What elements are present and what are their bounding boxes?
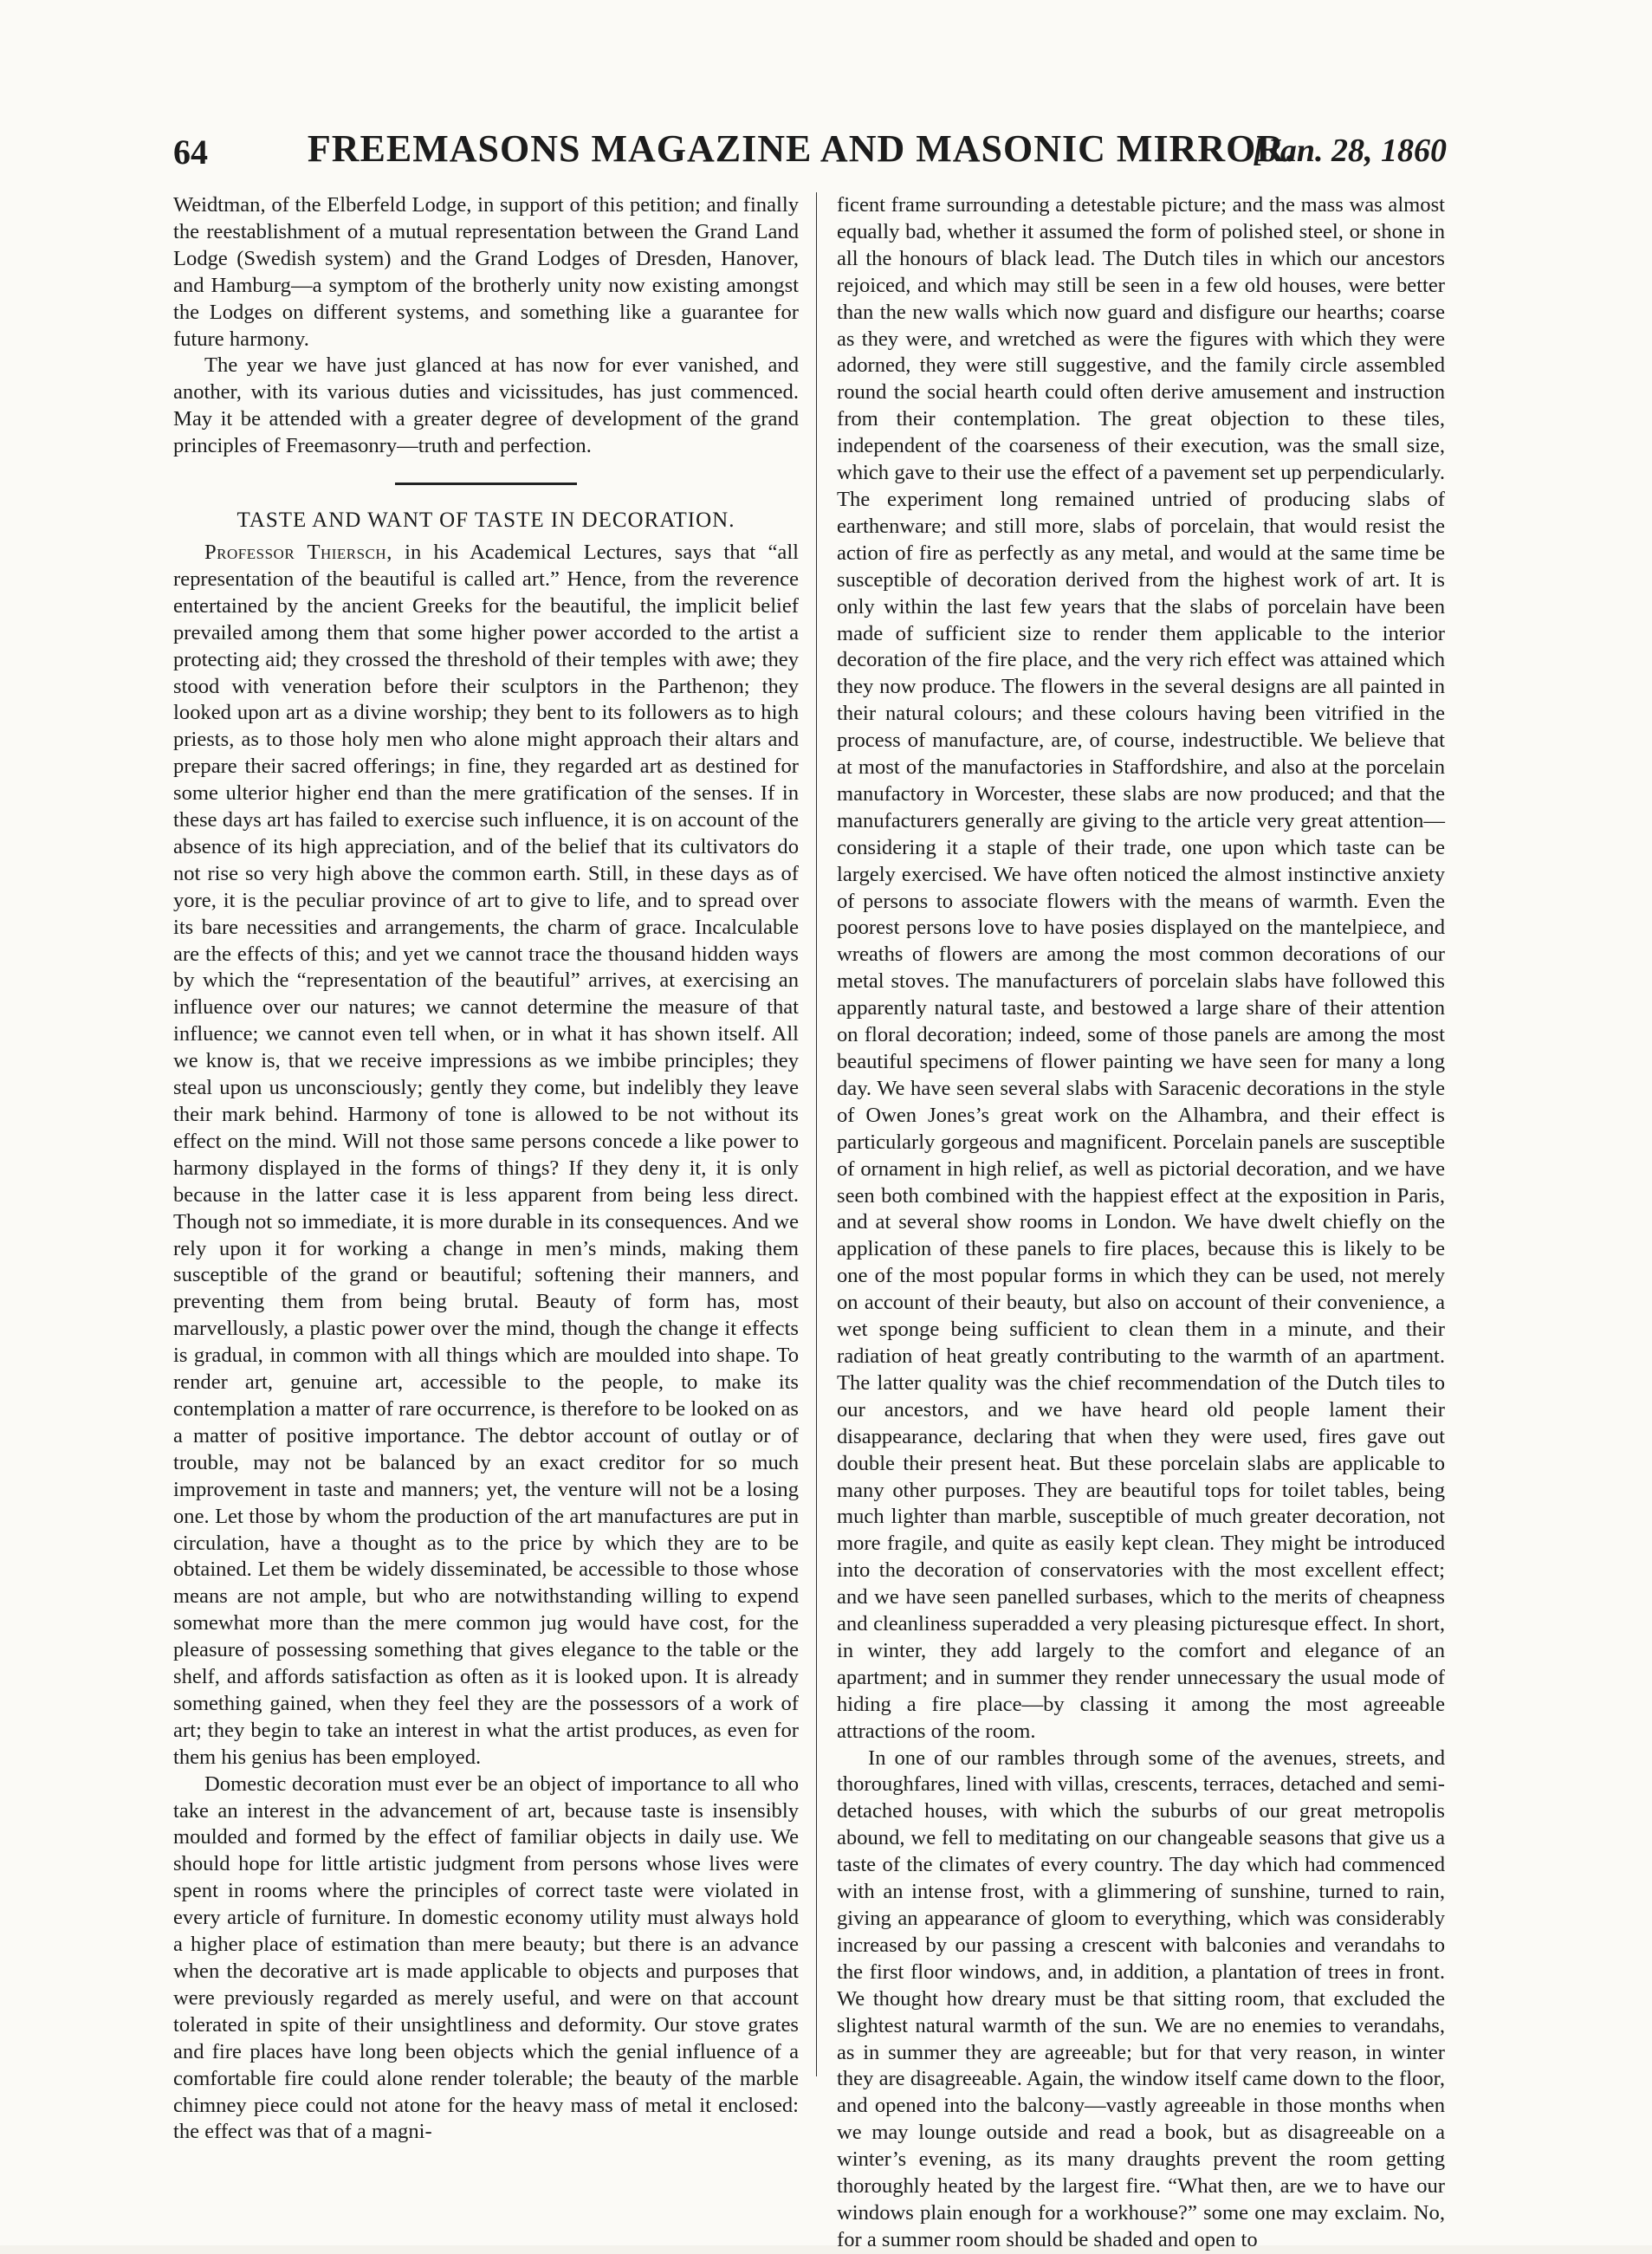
body-paragraph: ficent frame surrounding a detestable picture; and the mass was almost equally bad, whether it assumed the form of polished steel, or shone in all the honours of black lead. The Dutch tiles in which our ancestors rejoiced, and which may still be seen in a few old houses, were better than the new walls which now guard and disfigure our hearths; coarse as they were, and wretched as were the figures with which they were adorned, they were still suggestive, and the family circle assembled round the social hearth could often derive amusement and instruction from their contemplation. The great objection to these tiles, independent of the coarseness of their execution, was the small size, which gave to their use the effect of a pavement set up perpendicularly. The experiment long remained untried of producing slabs of earthenware; and still more, slabs of porcelain, that would resist the action of fire as perfectly as any metal, and would at the same time be susceptible of decoration derived from the highest work of art. It is only within the last few years that the slabs of porcelain have been made of sufficient size to render them applicable to the interior decoration of the fire place, and the very rich effect was attained which they now produce. The flowers in the several designs are all painted in their natural colours; and these colours having been vitrified in the process of manufacture, are, of course, indestructible. We believe that at most of the manufactories in Staffordshire, and also at the porcelain manufactory in Worcester, these slabs are now produced; and that the manufacturers generally are giving to the article very great attention—considering it a staple of their trade, one upon which taste can be largely exercised. We have often noticed the almost instinctive anxiety of persons to associate flowers with the means of warmth. Even the poorest persons love to have posies displayed on the mantelpiece, and wreaths of flowers are among the most common decorations of our metal stoves. The manufacturers of porcelain slabs have followed this apparently natural taste, and bestowed a large share of their attention on floral decoration; indeed, some of those panels are among the most beautiful specimens of flower painting we have seen for many a long day. We have seen several slabs with Saracenic decorations in the style of Owen Jones’s great work on the Alhambra, and their effect is particularly gorgeous and magnificent. Porcelain panels are susceptible of ornament in high relief, as well as pictorial decoration, and we have seen both combined with the happiest effect at the exposition in Paris, and at several show rooms in London. We have dwelt chiefly on the application of these panels to fire places, because this is likely to be one of the most popular forms in which they can be used, not merely on account of their beauty, but also on account of their convenience, a wet sponge being sufficient to clean them in a minute, and their radiation of heat greatly contributing to the warmth of an apartment. The latter quality was the chief recommendation of the Dutch tiles to our ancestors, and we have heard old people lament their disappearance, declaring that when they were used, fires gave out double their present heat. But these porcelain slabs are applicable to many other purposes. They are beautiful tops for toilet tables, being much lighter than marble, susceptible of much greater decoration, not more fragile, and quite as easily kept clean. They might be introduced into the decoration of conservatories with the most excellent effect; and we have seen panelled surbases, which to the merits of cheapness and cleanliness superadded a very pleasing picturesque effect. In short, in winter, they add largely to the comfort and elegance of an apartment; and in summer they render unnecessary the usual mode of hiding a fire place—by classing it among the most agreeable attractions of the room. — [837, 193, 1445, 1743]
column-divider — [816, 192, 817, 2076]
page-header — [173, 127, 1447, 175]
author-name: Professor Thiersch, — [204, 540, 392, 564]
right-column — [837, 192, 1445, 2254]
body-paragraph: Domestic decoration must ever be an object of importance to all who take an interest in the advancement of art, because taste is insensibly moulded and formed by the effect of familiar objects in daily use. We should hope for little artistic judgment from persons whose lives were spent in rooms where the principles of correct taste were violated in every article of furniture. In domestic economy utility must always hold a higher place of estimation than mere beauty; but there is an advance when the decorative art is made applicable to objects and purposes that were previously regarded as merely useful, and were on that account tolerated in spite of their unsightliness and deformity. Our stove grates and fire places have long been objects which the genial influence of a comfortable fire could alone render tolerable; the beauty of the marble chimney piece could not atone for the heavy mass of metal it enclosed: the effect was that of a magni- — [173, 1771, 799, 2144]
left-column — [173, 192, 799, 2146]
body-paragraph: In one of our rambles through some of the avenues, streets, and thoroughfares, lined with villas, crescents, terraces, detached and semi-detached houses, with which the suburbs of our great metropolis abound, we fell to meditating on our changeable seasons that give us a taste of the climates of every country. The day which had commenced with an intense frost, with a glimmering of sunshine, turned to rain, giving an appearance of gloom to everything, which was considerably increased by our passing a crescent with balconies and verandahs to the first floor windows, and, in addition, a plantation of trees in front. We thought how dreary must be that sitting room, that excluded the slightest natural warmth of the sun. We are no enemies to verandahs, as in summer they are agreeable; but for that very reason, in winter they are disagreeable. Again, the window itself came down to the floor, and opened into the balcony—vastly agreeable in those months when we may lounge outside and read a book, but as disagreeable on a winter’s evening, as its many draughts prevent the room getting thoroughly heated by the largest fire. “What then, are we to have our windows plain enough for a workhouse?” some one may exclaim. No, for a summer room should be shaded and open to — [837, 1746, 1445, 2251]
publication-title: FREEMASONS MAGAZINE AND MASONIC MIRROR. — [307, 127, 1296, 170]
section-heading: TASTE AND WANT OF TASTE IN DECORATION. — [236, 508, 735, 533]
closing-paragraph: The year we have just glanced at has now for ever vanished, and another, with its various duties and vicissitudes, has just commenced. May it be attended with a greater degree of development of the grand principles of Freemasonry—truth and perfection. — [173, 353, 799, 458]
body-text: in his Academical Lectures, says that “all representation of the beautiful is called art.” Hence, from the reverence entertained by the ancient Greeks for the beautiful, the implicit belief prevailed among them that some higher power accorded to the artist a protecting aid; they crossed the threshold of their temples with awe; they stood with veneration before their sculptors in the Parthenon; they looked upon art as a divine worship; they bent to its followers as to high priests, as to those holy men who alone might approach their altars and prepare their sacred offerings; in fine, they regarded art as destined for some ulterior higher end than the mere gratification of the senses. If in these days art has failed to exercise such influence, it is on account of the absence of its high appreciation, and of the belief that its cultivators do not rise so very high above the common earth. Still, in these days as of yore, it is the peculiar province of art to give to life, and to spread over its bare necessities and arrangements, the charm of grace. Incalculable are the effects of this; and yet we cannot trace the thousand hidden ways by which the “representation of the beautiful” arrives, at exercising an influence over our natures; we cannot determine the measure of that influence; we cannot even tell when, or in what it has shown itself. All we know is, that we receive impressions as we imbibe principles; they steal upon us unconsciously; gently they come, but indelibly they leave their mark behind. Harmony of tone is allowed to be not without its effect on the mind. Will not those same persons concede a like power to harmony displayed in the forms of things? If they deny it, it is only because in the latter case it is less apparent from being less direct. Though not so immediate, it is more durable in its consequences. And we rely upon it for working a change in men’s minds, making them susceptible of the grand or beautiful; softening their manners, and preventing them from being brutal. Beauty of form has, most marvellously, a plastic power over the mind, though the change it effects is gradual, in common with all things which are moulded into shape. To render art, genuine art, accessible to the people, to make its contemplation a matter of rare occurrence, is therefore to be looked on as a matter of positive importance. The debtor account of outlay or of trouble, may not be balanced by an exact creditor for so much improvement in taste and manners; yet, the venture will not be a losing one. Let those by whom the production of the art manufactures are put in circulation, have a thought as to the price by which they are to be obtained. Let them be widely disseminated, be accessible to those whose means are not ample, but who are notwithstanding willing to expend somewhat more than the mere common jug would have cost, for the pleasure of possessing something that gives elegance to the table or the shelf, and affords satisfaction as often as it is looked upon. It is already something gained, when they feel they are the possessors of a work of art; they begin to take an interest in what the artist produces, as even for them his genius has been employed. — [173, 540, 799, 1769]
body-paragraph — [173, 540, 799, 1771]
issue-date: [Jan. 28, 1860 — [1253, 133, 1447, 169]
article-continuation-paragraph: Weidtman, of the Elberfeld Lodge, in support of this petition; and finally the reestablishment of a mutual representation between the Grand Land Lodge (Swedish system) and the Grand Lodges of Dresden, Hanover, and Hamburg—a symptom of the brotherly unity now existing amongst the Lodges on different systems, and something like a guarantee for future harmony. — [173, 193, 799, 351]
section-divider — [395, 483, 577, 485]
page-number: 64 — [173, 133, 208, 172]
